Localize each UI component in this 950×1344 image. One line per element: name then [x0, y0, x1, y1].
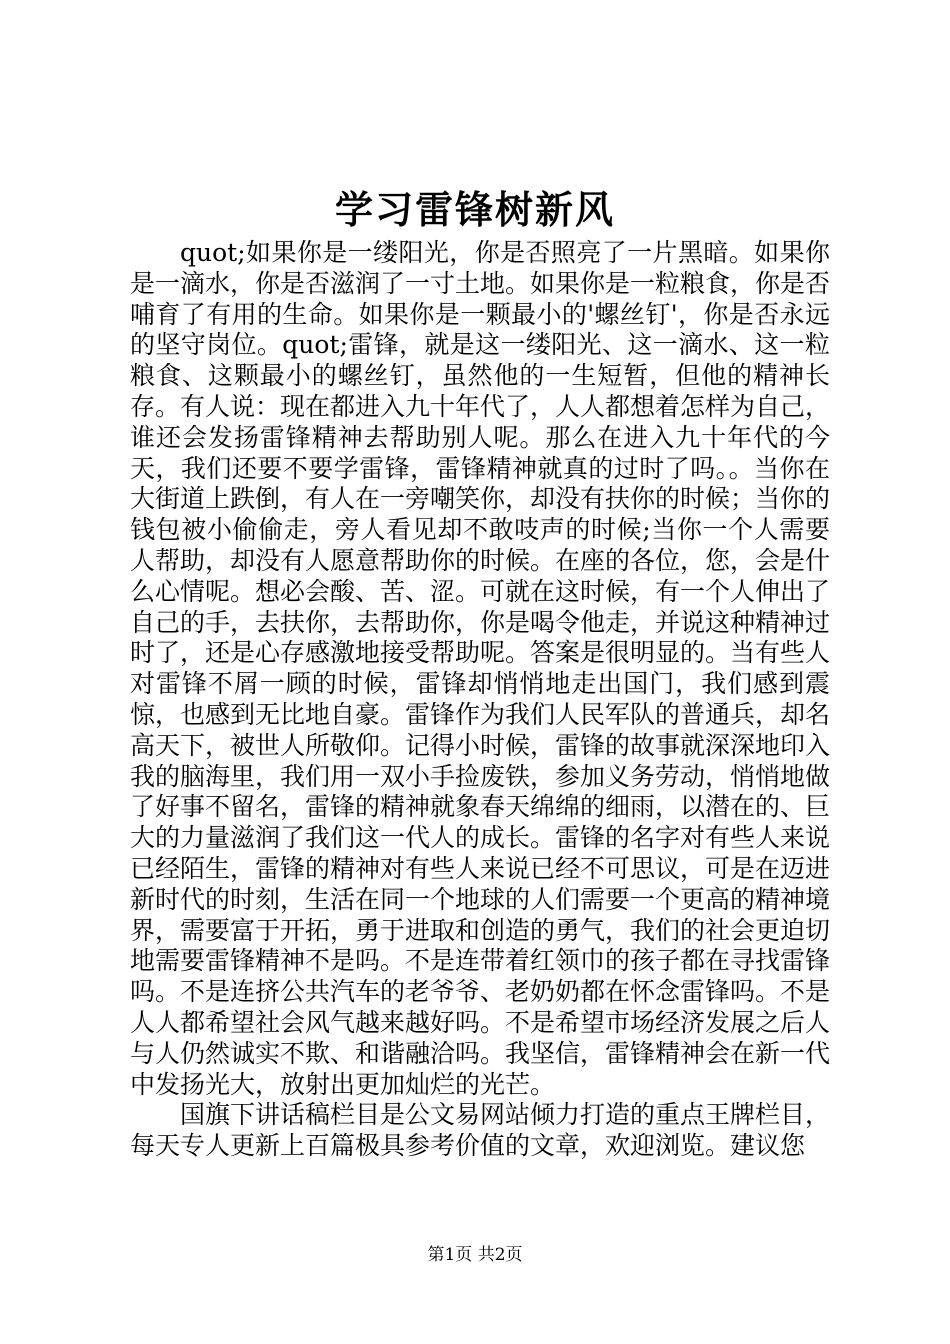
- document-body: [130, 238, 830, 1162]
- document-title: 学习雷锋树新风: [334, 187, 615, 232]
- body-paragraph: quot;如果你是一缕阳光，你是否照亮了一片黑暗。如果你是一滴水，你是否滋润了一寸土地。如果你是一粒粮食，你是否哺育了有用的生命。如果你是一颗最小的'螺丝钉'，你是否永远的坚守岗位。quot;雷锋，就是这一缕阳光、这一滴水、这一粒粮食、这颗最小的螺丝钉，虽然他的一生短暂，但他的精神长存。有人说：现在都进入九十年代了，人人都想着怎样为自己，谁还会发扬雷锋精神去帮助别人呢。那么在进入九十年代的今天，我们还要不要学雷锋，雷锋精神就真的过时了吗。。当你在大街道上跌倒，有人在一旁嘲笑你，却没有扶你的时候；当你的钱包被小偷偷走，旁人看见却不敢吱声的时候;当你一个人需要人帮助，却没有人愿意帮助你的时候。在座的各位，您，会是什么心情呢。想必会酸、苦、涩。可就在这时候，有一个人伸出了自己的手，去扶你，去帮助你，你是喝令他走，并说这种精神过时了，还是心存感激地接受帮助呢。答案是很明显的。当有些人对雷锋不屑一顾的时候，雷锋却悄悄地走出国门，我们感到震惊，也感到无比地自豪。雷锋作为我们人民军队的普通兵，却名高天下，被世人所敬仰。记得小时候，雷锋的故事就深深地印入我的脑海里，我们用一双小手捡废铁，参加义务劳动，悄悄地做了好事不留名，雷锋的精神就象春天绵绵的细雨，以潜在的、巨大的力量滋润了我们这一代人的成长。雷锋的名字对有些人来说已经陌生，雷锋的精神对有些人来说已经不可思议，可是在迈进新时代的时刻，生活在同一个地球的人们需要一个更高的精神境界，需要富于开拓，勇于进取和创造的勇气，我们的社会更迫切地需要雷锋精神不是吗。不是连带着红领巾的孩子都在寻找雷锋吗。不是连挤公共汽车的老爷爷、老奶奶都在怀念雷锋吗。不是人人都希望社会风气越来越好吗。不是希望市场经济发展之后人与人仍然诚实不欺、和谐融洽吗。我坚信，雷锋精神会在新一代中发扬光大，放射出更加灿烂的光芒。: [130, 238, 831, 1099]
- page-footer: 第1页 共2页: [427, 1245, 523, 1265]
- body-paragraph: 国旗下讲话稿栏目是公文易网站倾力打造的重点王牌栏目，每天专人更新上百篇极具参考价值的文章，欢迎浏览。建议您: [130, 1100, 831, 1161]
